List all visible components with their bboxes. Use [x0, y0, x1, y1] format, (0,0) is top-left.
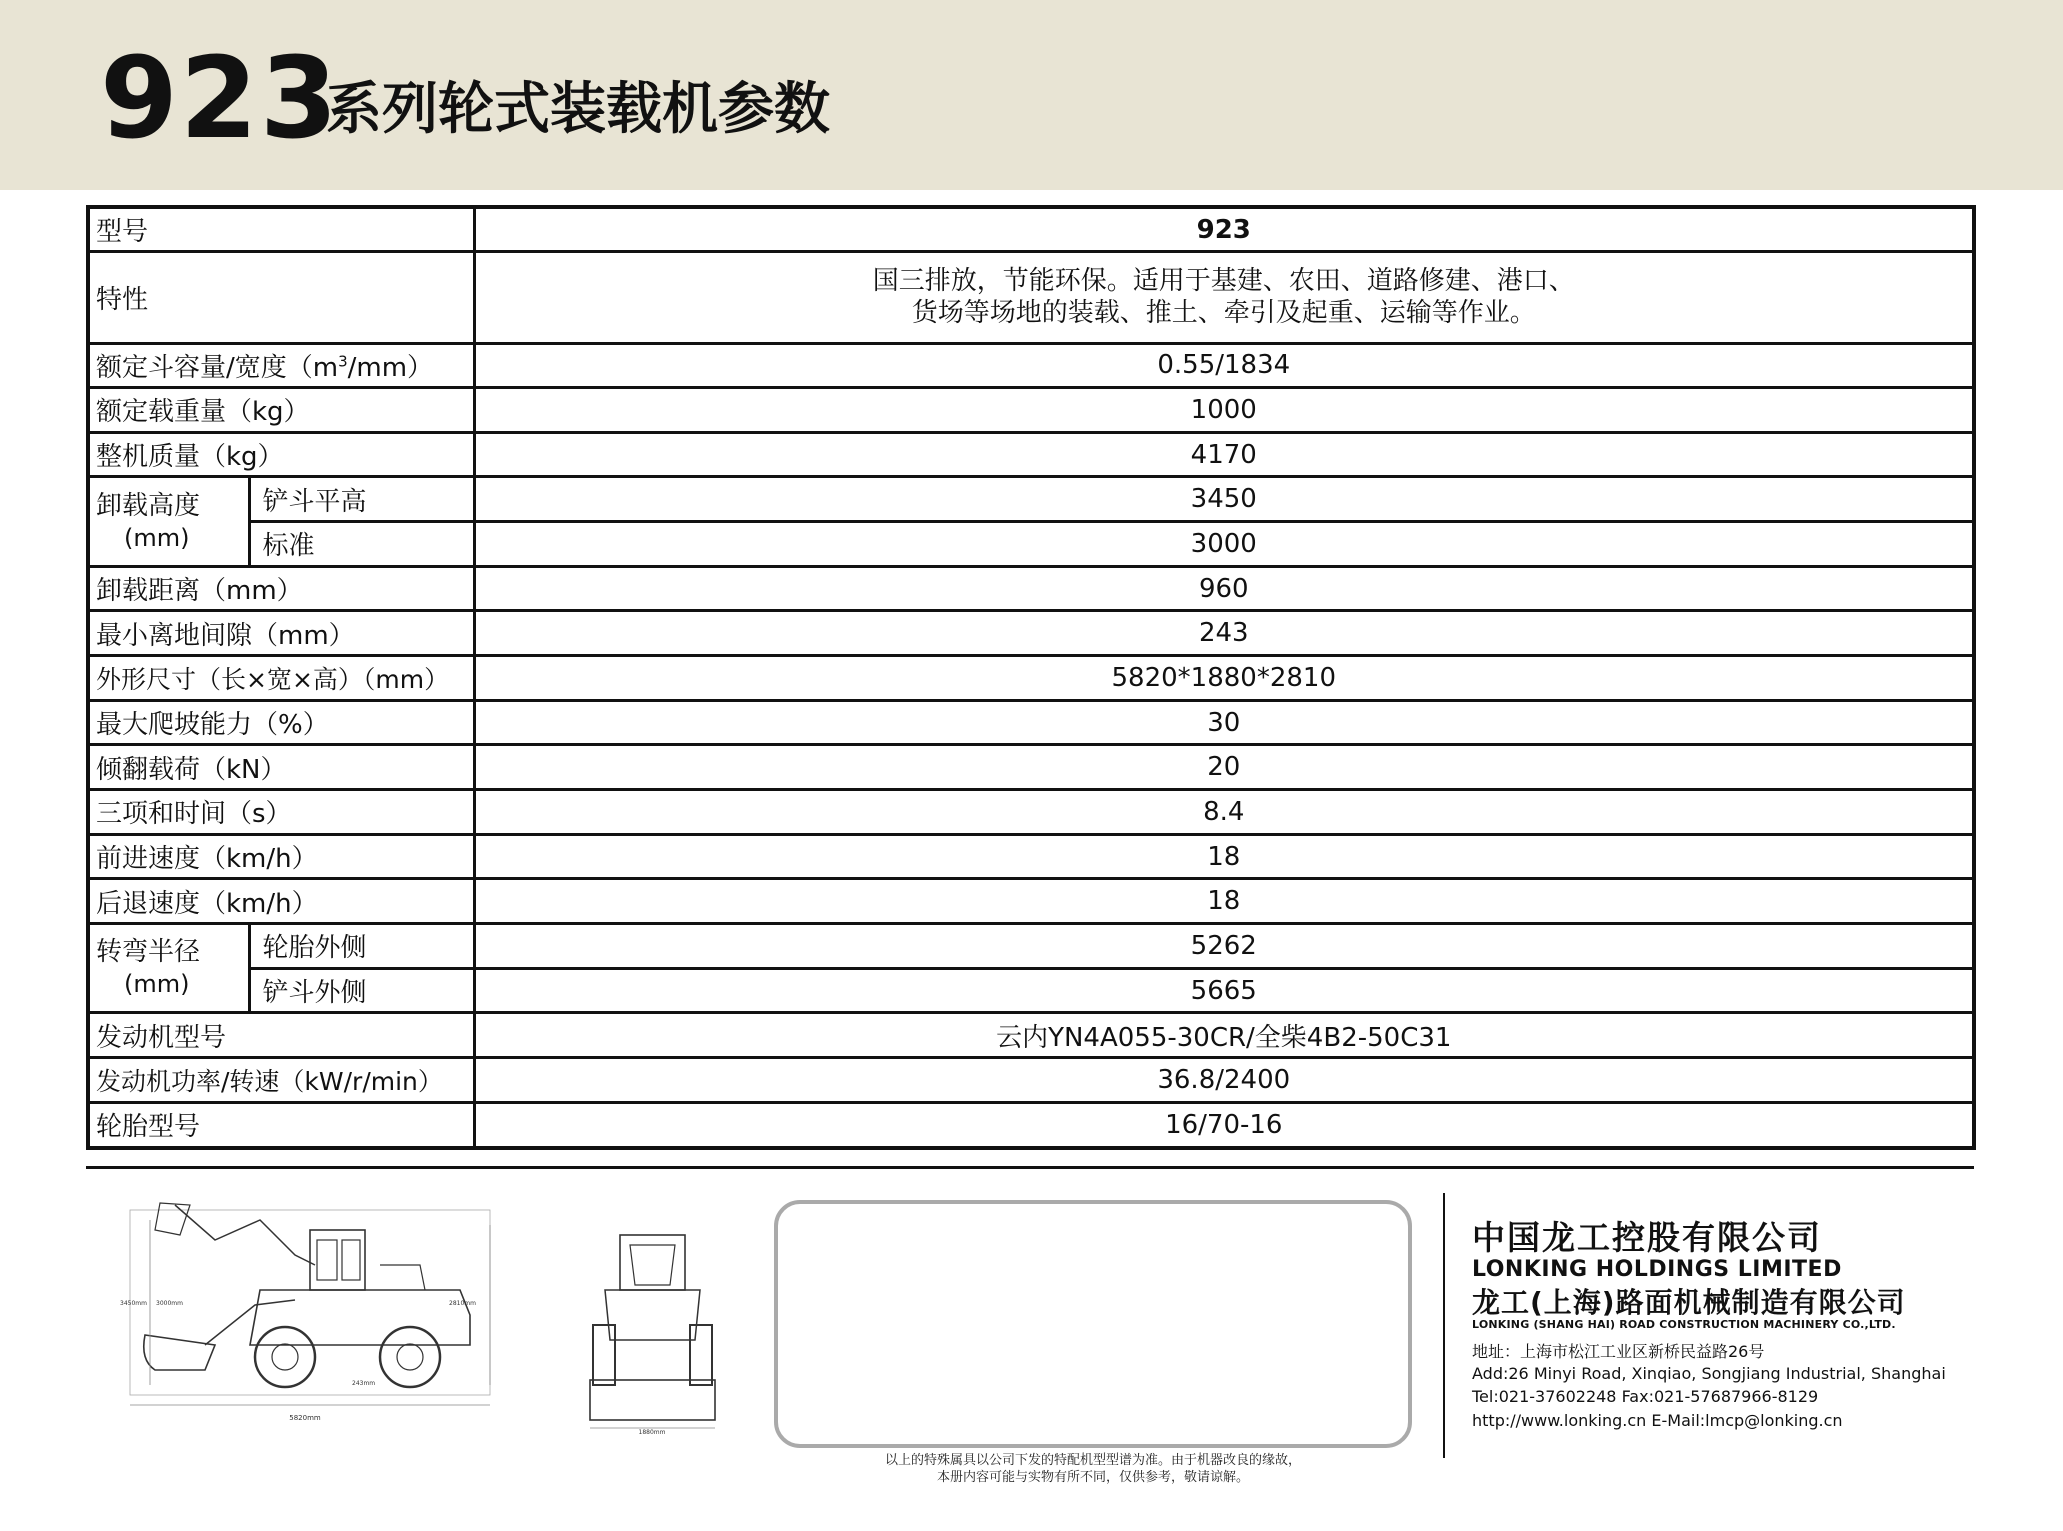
subsidiary-name-en: LONKING (SHANG HAI) ROAD CONSTRUCTION MACHINERY CO.,LTD.: [1472, 1318, 1896, 1331]
spec-value: 16/70-16: [474, 1102, 1974, 1148]
spec-label: 后退速度（km/h）: [88, 879, 474, 924]
lift-arm-raised: [175, 1205, 315, 1265]
spec-group-label: [88, 924, 249, 1013]
spec-value: 3450: [474, 477, 1974, 522]
spec-value: 云内YN4A055-30CR/全柴4B2-50C31: [474, 1013, 1974, 1058]
table-row: [88, 700, 1974, 745]
spec-label: 最大爬坡能力（%）: [88, 700, 474, 745]
table-row: [88, 207, 1974, 252]
page-title: 系列轮式装载机参数: [326, 77, 830, 142]
spec-group-label: [88, 477, 249, 566]
table-row: [88, 432, 1974, 477]
cab-window: [342, 1240, 360, 1280]
spec-value: 5262: [474, 924, 1974, 969]
rear-hub: [397, 1344, 423, 1370]
chassis: [250, 1290, 470, 1345]
disclaimer-line: 以上的特殊属具以公司下发的特配机型型谱为准。由于机器改良的缘故，: [884, 1453, 1301, 1468]
spec-sub-label: 标准: [249, 522, 474, 567]
spec-sub-label: 轮胎外侧: [249, 924, 474, 969]
spec-value: 20: [474, 745, 1974, 790]
spec-value: 30: [474, 700, 1974, 745]
loader-front-view-drawing: [585, 1230, 720, 1435]
spec-label: [88, 343, 474, 388]
spec-label: 发动机型号: [88, 1013, 474, 1058]
table-row: [88, 566, 1974, 611]
front-wheel: [255, 1327, 315, 1387]
front-hub: [272, 1344, 298, 1370]
spec-label: 特性: [88, 252, 474, 343]
engine-hood: [380, 1265, 425, 1290]
spec-label: 最小离地间隙（mm）: [88, 611, 474, 656]
table-row: [88, 1013, 1974, 1058]
cab-window: [317, 1240, 337, 1280]
label-text: /mm）: [347, 352, 434, 383]
bucket-lowered: [144, 1335, 215, 1370]
spec-sub-label: 铲斗外侧: [249, 968, 474, 1013]
spec-value: 4170: [474, 432, 1974, 477]
feature-line: 货场等场地的装载、推土、牵引及起重、运输等作业。: [911, 298, 1536, 329]
spec-value: 1000: [474, 388, 1974, 433]
spec-label: 整机质量（kg）: [88, 432, 474, 477]
divider-rule: [86, 1166, 1974, 1169]
spec-value: 923: [474, 207, 1974, 252]
loader-side-view-drawing: [120, 1195, 500, 1435]
spec-label: 倾翻载荷（kN）: [88, 745, 474, 790]
group-label-text: 转弯半径: [96, 937, 201, 968]
spec-value: 243: [474, 611, 1974, 656]
company-name-en: LONKING HOLDINGS LIMITED: [1472, 1257, 1842, 1282]
table-row: [88, 745, 1974, 790]
spec-value: 18: [474, 879, 1974, 924]
model-number-heading: 923: [100, 34, 340, 164]
dimension-label: 1880mm: [638, 1429, 666, 1435]
disclaimer-line: 本册内容可能与实物有所不同，仅供参考，敬请谅解。: [936, 1470, 1249, 1485]
address-en: Add:26 Minyi Road, Xinqiao, Songjiang Industrial, Shanghai: [1472, 1364, 1946, 1383]
table-row: [88, 611, 1974, 656]
spec-value: 960: [474, 566, 1974, 611]
group-label-unit: (mm): [124, 523, 190, 552]
spec-value: 5820*1880*2810: [474, 656, 1974, 701]
dimension-label: 243mm: [352, 1380, 376, 1387]
right-tire: [690, 1325, 712, 1385]
image-placeholder-frame: [774, 1200, 1412, 1448]
spec-value: 18: [474, 834, 1974, 879]
table-row: [88, 388, 1974, 433]
table-row: [88, 1102, 1974, 1148]
table-row: [88, 790, 1974, 835]
table-row: [88, 834, 1974, 879]
spec-label: 额定载重量（kg）: [88, 388, 474, 433]
table-row: [88, 1058, 1974, 1103]
spec-label: 型号: [88, 207, 474, 252]
feature-line: 国三排放，节能环保。适用于基建、农田、道路修建、港口、: [872, 266, 1575, 297]
cab-front: [620, 1235, 685, 1290]
spec-table: [86, 205, 1976, 1150]
table-row: [88, 343, 1974, 388]
spec-value: 5665: [474, 968, 1974, 1013]
spec-label: 轮胎型号: [88, 1102, 474, 1148]
table-row: [88, 656, 1974, 701]
phone-fax: Tel:021-37602248 Fax:021-57687966-8129: [1472, 1387, 1819, 1406]
table-row: [88, 252, 1974, 343]
table-row: [88, 968, 1974, 1013]
subsidiary-name-cn: 龙工(上海)路面机械制造有限公司: [1472, 1286, 1906, 1319]
label-superscript: 3: [338, 352, 348, 371]
spec-label: 卸载距离（mm）: [88, 566, 474, 611]
bucket-raised: [155, 1203, 190, 1235]
dimension-label: 2810mm: [449, 1300, 476, 1307]
windshield: [630, 1245, 675, 1285]
table-row: [88, 477, 1974, 522]
spec-value: 36.8/2400: [474, 1058, 1974, 1103]
web-email: http://www.lonking.cn E-Mail:lmcp@lonking.cn: [1472, 1411, 1843, 1430]
spec-value: 8.4: [474, 790, 1974, 835]
spec-value: 0.55/1834: [474, 343, 1974, 388]
group-label-unit: (mm): [124, 970, 190, 999]
dimension-label: 3450mm: [120, 1300, 147, 1307]
spec-label: 前进速度（km/h）: [88, 834, 474, 879]
spec-label: 三项和时间（s）: [88, 790, 474, 835]
vertical-divider: [1443, 1193, 1445, 1458]
lift-arm: [205, 1300, 295, 1345]
spec-value: 3000: [474, 522, 1974, 567]
table-row: [88, 522, 1974, 567]
left-tire: [593, 1325, 615, 1385]
dimension-label: 5820mm: [289, 1414, 321, 1422]
group-label-text: 卸载高度: [96, 490, 201, 521]
rear-wheel: [380, 1327, 440, 1387]
spec-value: [474, 252, 1974, 343]
label-text: 额定斗容量/宽度（m: [96, 352, 339, 383]
table-row: [88, 879, 1974, 924]
spec-sub-label: 铲斗平高: [249, 477, 474, 522]
company-name-cn: 中国龙工控股有限公司: [1472, 1218, 1822, 1257]
dimension-label: 3000mm: [156, 1300, 183, 1307]
chassis-front: [605, 1290, 700, 1340]
spec-label: 发动机功率/转速（kW/r/min）: [88, 1058, 474, 1103]
spec-label: 外形尺寸（长×宽×高）（mm）: [88, 656, 474, 701]
table-row: [88, 924, 1974, 969]
disclaimer: [774, 1452, 1412, 1486]
address-cn: 地址：上海市松江工业区新桥民益路26号: [1472, 1342, 1765, 1361]
